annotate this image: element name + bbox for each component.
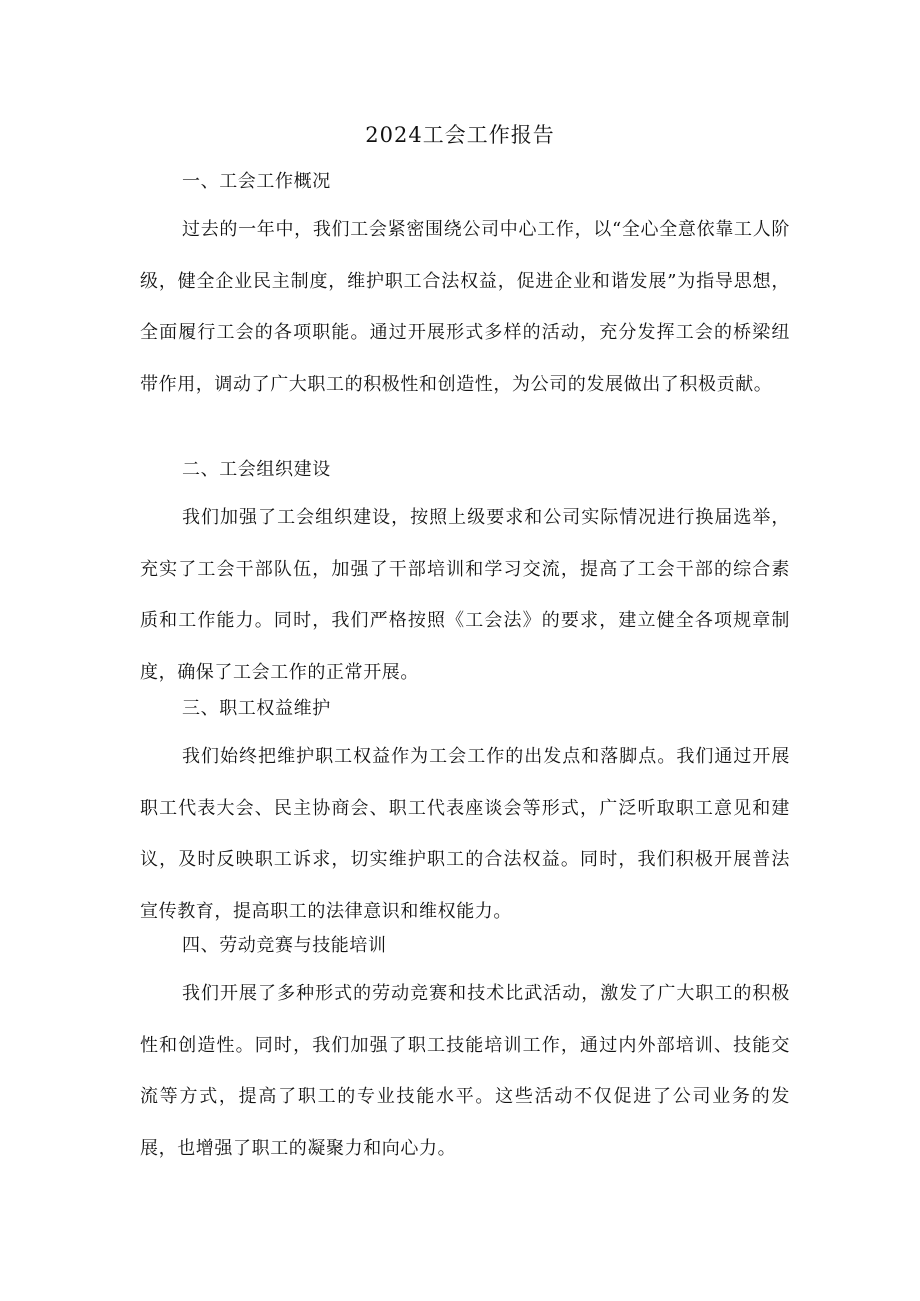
section-body-organization: 我们加强了工会组织建设，按照上级要求和公司实际情况进行换届选举，充实了工会干部队伍，加强了干部培训和学习交流，提高了工会干部的综合素质和工作能力。同时，我们严格按照《工会法》的要求，建立健全各项规章制度，确保了工会工作的正常开展。 (140, 507, 790, 683)
section-body-rights: 我们始终把维护职工权益作为工会工作的出发点和落脚点。我们通过开展职工代表大会、民主协商会、职工代表座谈会等形式，广泛听取职工意见和建议，及时反映职工诉求，切实维护职工的合法权益。同时，我们积极开展普法宣传教育，提高职工的法律意识和维权能力。 (140, 746, 790, 922)
document-title: 2024工会工作报告 (365, 123, 555, 147)
section-heading-organization: 二、工会组织建设 (182, 459, 331, 480)
section-heading-rights: 三、职工权益维护 (182, 698, 331, 719)
section-heading-overview: 一、工会工作概况 (182, 171, 331, 192)
section-body-training: 我们开展了多种形式的劳动竞赛和技术比武活动，激发了广大职工的积极性和创造性。同时，我们加强了职工技能培训工作，通过内外部培训、技能交流等方式，提高了职工的专业技能水平。这些活动不仅促进了公司业务的发展，也增强了职工的凝聚力和向心力。 (140, 983, 790, 1159)
section-body-overview: 过去的一年中，我们工会紧密围绕公司中心工作，以“全心全意依靠工人阶级，健全企业民主制度，维护职工合法权益，促进企业和谐发展”为指导思想，全面履行工会的各项职能。通过开展形式多样的活动，充分发挥工会的桥梁纽带作用，调动了广大职工的积极性和创造性，为公司的发展做出了积极贡献。 (140, 219, 790, 395)
section-heading-training: 四、劳动竞赛与技能培训 (182, 935, 387, 956)
